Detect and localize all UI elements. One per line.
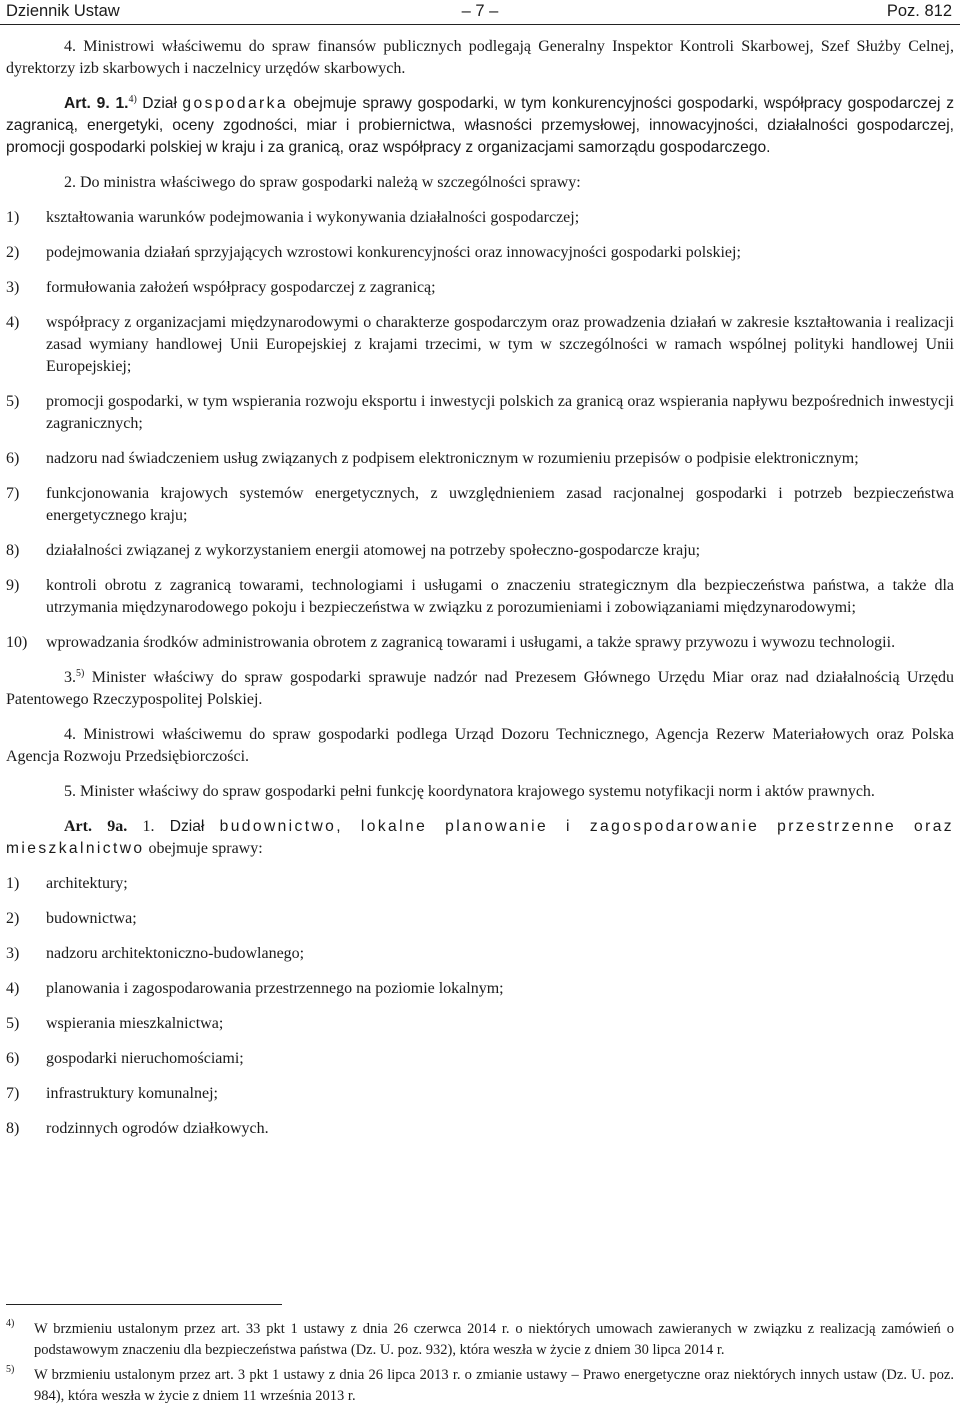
art9-paragraph-3 <box>6 667 954 711</box>
art9a-text: obejmuje sprawy: <box>148 840 263 857</box>
list-item-number: 5) <box>6 1015 20 1032</box>
footnote-marker: 4) <box>6 1318 15 1329</box>
list-item-number: 8) <box>6 542 20 559</box>
art9-label: Art. 9. 1. <box>64 95 129 112</box>
art9-department-name: gospodarka <box>182 95 288 112</box>
footnotes <box>6 1304 954 1411</box>
list-item-number: 7) <box>6 485 20 502</box>
list-item-number: 6) <box>6 1050 20 1067</box>
art9-text: obejmuje sprawy gospodarki, w tym konkurencyjności gospodarki, współpracy gospodarczej z zagranicą, energetyki, oceny zgodności, miar i probiernictwa, własności przemysłowej, innowacyjności, działalności gospodarczej, promocji gospodarki polskiej w kraju i za granicą, oraz współpracy z organizacjami samorządu gospodarczego. <box>6 95 955 156</box>
list-item-number: 4) <box>6 980 20 997</box>
list-item <box>6 277 954 299</box>
art9a-department-name: budownictwo, lokalne planowanie i zagospodarowanie przestrzenne oraz mieszkalnictwo <box>6 818 954 857</box>
list-item <box>6 312 954 378</box>
list-item-text: architektury; <box>46 875 128 892</box>
list-item-text: promocji gospodarki, w tym wspierania rozwoju eksportu i inwestycji polskich za granicą oraz wspierania napływu bezpośrednich inwestycji zagranicznych; <box>46 393 954 432</box>
list-item-text: budownictwa; <box>46 910 137 927</box>
footnote <box>6 1365 954 1407</box>
document-body <box>6 36 954 1140</box>
art9-paragraph-1 <box>6 93 954 159</box>
list-item-number: 9) <box>6 577 20 594</box>
journal-title: Dziennik Ustaw <box>6 2 120 20</box>
footnote-ref-4: 4) <box>128 94 137 105</box>
footnote-text: W brzmieniu ustalonym przez art. 3 pkt 1 ustawy z dnia 26 lipca 2013 r. o zmianie ustawy – Prawo energetyczne oraz niektórych innych ustaw (Dz. U. poz. 984), która weszła w życie z dniem 11 września 2013 r. <box>34 1367 954 1404</box>
list-item-number: 2) <box>6 910 20 927</box>
position-number: Poz. 812 <box>886 2 952 20</box>
list-item-text: nadzoru nad świadczeniem usług związanych z podpisem elektronicznym w rozumieniu przepisów o podpisie elektronicznym; <box>46 450 859 467</box>
art9-intro: Dział <box>142 95 177 112</box>
page-number: – 7 – <box>461 2 499 20</box>
list-item <box>6 978 954 1000</box>
list-item <box>6 448 954 470</box>
art9a-number: 1. <box>142 818 155 835</box>
list-item <box>6 908 954 930</box>
list-item-number: 6) <box>6 450 20 467</box>
list-item-text: kontroli obrotu z zagranicą towarami, technologiami i usługami o znaczeniu strategicznym dla bezpieczeństwa państwa, a także dla utrzymania międzynarodowego pokoju i bezpieczeństwa w związku z porozumieniami i zobowiązaniami międzynarodowymi; <box>46 577 954 616</box>
list-item <box>6 873 954 895</box>
footnote-ref-5: 5) <box>76 668 85 679</box>
art9-paragraph-2: 2. Do ministra właściwego do spraw gospodarki należą w szczególności sprawy: <box>64 174 581 191</box>
list-item <box>6 483 954 527</box>
art9a-label: Art. 9a. <box>64 818 128 835</box>
list-item <box>6 540 954 562</box>
list-item <box>6 943 954 965</box>
art8-paragraph-4: 4. Ministrowi właściwemu do spraw finansów publicznych podlegają Generalny Inspektor Kontroli Skarbowej, Szef Służby Celnej, dyrektorzy izb skarbowych i naczelnicy urzędów skarbowych. <box>6 38 954 77</box>
list-item-number: 10) <box>6 634 28 651</box>
list-item <box>6 391 954 435</box>
list-item-number: 2) <box>6 244 20 261</box>
list-item-text: gospodarki nieruchomościami; <box>46 1050 244 1067</box>
list-item-text: formułowania założeń współpracy gospodarczej z zagranicą; <box>46 279 436 296</box>
art9-paragraph-4: 4. Ministrowi właściwemu do spraw gospodarki podlega Urząd Dozoru Technicznego, Agencja Rezerw Materiałowych oraz Polska Agencja Rozwoju Przedsiębiorczości. <box>6 726 954 765</box>
list-item-number: 3) <box>6 945 20 962</box>
list-item <box>6 575 954 619</box>
art9a-intro: Dział <box>169 818 205 835</box>
list-item <box>6 1048 954 1070</box>
list-item-text: współpracy z organizacjami międzynarodowymi o charakterze gospodarczym oraz prowadzenia działań w zakresie kształtowania i realizacji zasad wymiany handlowej Unii Europejskiej z krajami trzecimi, w tym w szczególności w ramach wspólnej polityki handlowej Unii Europejskiej; <box>46 314 954 375</box>
list-item <box>6 632 954 654</box>
list-item-number: 8) <box>6 1120 20 1137</box>
list-item <box>6 242 954 264</box>
list-item-text: podejmowania działań sprzyjających wzrostowi konkurencyjności oraz innowacyjności gospodarki polskiej; <box>46 244 741 261</box>
page-header <box>0 0 960 25</box>
art9-paragraph-5: 5. Minister właściwy do spraw gospodarki pełni funkcję koordynatora krajowego systemu notyfikacji norm i aktów prawnych. <box>64 783 875 800</box>
list-item-text: wspierania mieszkalnictwa; <box>46 1015 224 1032</box>
footnote-marker: 5) <box>6 1364 15 1375</box>
footnote-text: W brzmieniu ustalonym przez art. 33 pkt 1 ustawy z dnia 26 czerwca 2014 r. o niektórych umowach zawieranych w związku z realizacją zamówień o podstawowym znaczeniu dla bezpieczeństwa państwa (Dz. U. poz. 932), która weszła w życie z dniem 30 lipca 2014 r. <box>34 1321 954 1358</box>
art9a-paragraph-1 <box>6 816 954 860</box>
list-item-text: planowania i zagospodarowania przestrzennego na poziomie lokalnym; <box>46 980 504 997</box>
list-item-number: 5) <box>6 393 20 410</box>
list-item <box>6 1083 954 1105</box>
list-item <box>6 1013 954 1035</box>
art9a-item-list <box>6 873 954 1140</box>
footnote <box>6 1319 954 1361</box>
footnote-list <box>6 1319 954 1407</box>
list-item <box>6 1118 954 1140</box>
list-item-number: 1) <box>6 209 20 226</box>
list-item-number: 1) <box>6 875 20 892</box>
list-item-text: kształtowania warunków podejmowania i wykonywania działalności gospodarczej; <box>46 209 580 226</box>
art9-p3-number: 3. <box>64 669 76 686</box>
list-item-text: funkcjonowania krajowych systemów energetycznych, z uwzględnieniem zasad racjonalnej gospodarki i potrzeb bezpieczeństwa energetycznego kraju; <box>46 485 954 524</box>
list-item-text: infrastruktury komunalnej; <box>46 1085 218 1102</box>
list-item-text: działalności związanej z wykorzystaniem energii atomowej na potrzeby społeczno-gospodarcze kraju; <box>46 542 701 559</box>
list-item <box>6 207 954 229</box>
footnote-divider <box>6 1304 282 1305</box>
list-item-text: wprowadzania środków administrowania obrotem z zagranicą towarami i usługami, a także sprawy przywozu i wywozu technologii. <box>46 634 896 651</box>
list-item-number: 4) <box>6 314 20 331</box>
list-item-number: 7) <box>6 1085 20 1102</box>
list-item-text: nadzoru architektoniczno-budowlanego; <box>46 945 305 962</box>
list-item-text: rodzinnych ogrodów działkowych. <box>46 1120 269 1137</box>
art9-p3-text: Minister właściwy do spraw gospodarki sprawuje nadzór nad Prezesem Głównego Urzędu Miar oraz nad działalnością Urzędu Patentowego Rzeczypospolitej Polskiej. <box>6 669 955 708</box>
list-item-number: 3) <box>6 279 20 296</box>
art9-item-list <box>6 207 954 654</box>
